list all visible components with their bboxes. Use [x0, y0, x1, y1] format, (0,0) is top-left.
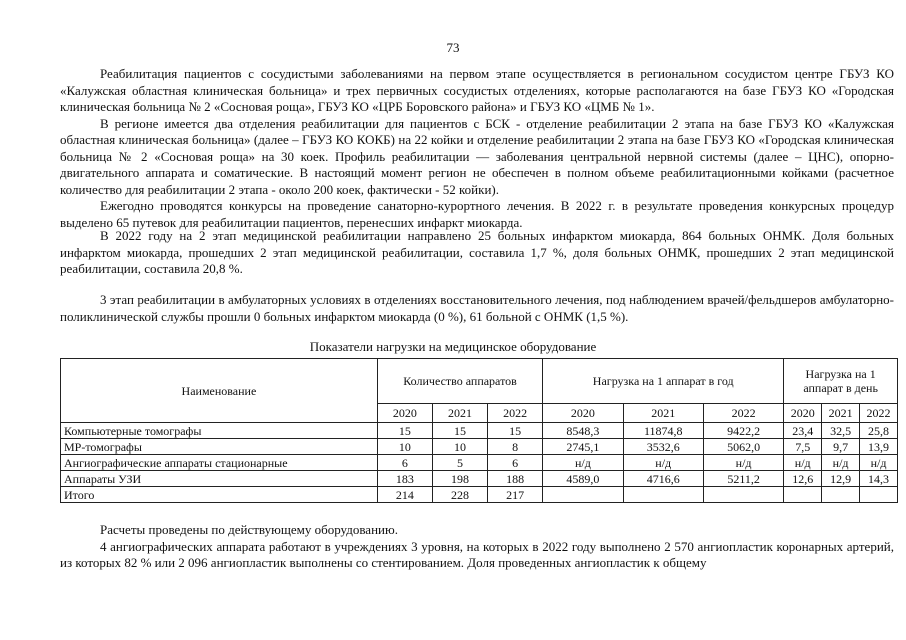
cell-day-load-2022: 14,3: [860, 471, 898, 487]
paragraph-stage2-rehab: В 2022 году на 2 этап медицинской реабилитации направлено 25 больных инфарктом миокарда, 864 больных ОНМК. Доля больных инфарктом миокарда, прошедших 2 этап медицинской реабилитации, составила 1,7 %, доля больных ОНМК, прошедших 2 этап медицинской реабилитации, составила 20,8 %.: [60, 228, 894, 276]
header-day-load-group: Нагрузка на 1 аппарат в день: [784, 359, 898, 404]
header-count-group: Количество аппаратов: [377, 359, 542, 404]
cell-count-2020: 6: [377, 455, 432, 471]
cell-year-load-2021: 11874,8: [623, 423, 703, 439]
cell-day-load-2020: 12,6: [784, 471, 822, 487]
cell-year-load-2022: 9422,2: [703, 423, 783, 439]
paragraph-angiography: 4 ангиографических аппарата работают в учреждениях 3 уровня, на которых в 2022 году выполнено 2 570 ангиопластик коронарных артерий, из которых 82 % или 2 096 ангиопластик выполнены со стентированием. Доля проведенных ангиопластик к общему: [60, 538, 894, 570]
header-year: 2021: [623, 404, 703, 423]
cell-year-load-2021: н/д: [623, 455, 703, 471]
paragraph-calculations-note: Расчеты проведены по действующему оборудованию.: [100, 522, 398, 537]
cell-count-2022: 8: [488, 439, 543, 455]
header-year: 2020: [377, 404, 432, 423]
header-year: 2022: [860, 404, 898, 423]
cell-day-load-2020: 7,5: [784, 439, 822, 455]
cell-year-load-2021: [623, 487, 703, 503]
table-row: [61, 439, 898, 455]
header-year: 2020: [543, 404, 623, 423]
cell-count-2022: 6: [488, 455, 543, 471]
cell-year-load-2022: [703, 487, 783, 503]
cell-year-load-2022: 5211,2: [703, 471, 783, 487]
row-name: МР-томографы: [61, 439, 378, 455]
header-year: 2022: [703, 404, 783, 423]
cell-count-2020: 214: [377, 487, 432, 503]
cell-year-load-2020: [543, 487, 623, 503]
cell-year-load-2020: 2745,1: [543, 439, 623, 455]
header-year: 2022: [488, 404, 543, 423]
cell-day-load-2021: 9,7: [822, 439, 860, 455]
cell-count-2021: 10: [432, 439, 487, 455]
cell-count-2020: 10: [377, 439, 432, 455]
cell-count-2022: 15: [488, 423, 543, 439]
table-row: [61, 455, 898, 471]
table-header-row: [61, 359, 898, 404]
cell-day-load-2020: 23,4: [784, 423, 822, 439]
page-number: 73: [446, 40, 460, 55]
cell-count-2020: 15: [377, 423, 432, 439]
cell-day-load-2022: [860, 487, 898, 503]
cell-day-load-2020: [784, 487, 822, 503]
cell-count-2021: 198: [432, 471, 487, 487]
stage3-text-block: [60, 292, 894, 325]
row-name: Ангиографические аппараты стационарные: [61, 455, 378, 471]
cell-year-load-2022: 5062,0: [703, 439, 783, 455]
paragraph-rehab-departments: В регионе имеется два отделения реабилитации для пациентов с БСК - отделение реабилитации 2 этапа на базе ГБУЗ КО «Калужская областная клиническая больница» (далее – ГБУЗ КО КОКБ) на 22 койки и отделение реабилитации 2 этапа на базе ГБУЗ КО «Городская клиническая больница № 2 «Сосновая роща» на 30 коек. Профиль реабилитации — заболевания центральной нервной системы (далее – ЦНС), опорно-двигательного аппарата и соматические. В настоящий момент регион не обеспечен в полном объеме реабилитационными койками (расчетное количество для реабилитации 2 этапа - около 200 коек, фактически - 52 койки).: [60, 115, 894, 197]
cell-day-load-2021: 32,5: [822, 423, 860, 439]
cell-day-load-2021: н/д: [822, 455, 860, 471]
equipment-load-table: [60, 358, 898, 503]
header-year: 2021: [432, 404, 487, 423]
cell-day-load-2021: [822, 487, 860, 503]
header-year: 2020: [784, 404, 822, 423]
cell-day-load-2020: н/д: [784, 455, 822, 471]
cell-count-2022: 188: [488, 471, 543, 487]
cell-day-load-2022: 25,8: [860, 423, 898, 439]
cell-count-2022: 217: [488, 487, 543, 503]
paragraph-sanatorium-contests: Ежегодно проводятся конкурсы на проведение санаторно-курортного лечения. В 2022 г. в результате проведения конкурсных процедур выделено 65 путевок для реабилитации пациентов, перенесших инфаркт миокарда.: [60, 198, 894, 230]
intro-text-block: [60, 66, 894, 231]
header-name: Наименование: [61, 359, 378, 423]
row-name: Компьютерные томографы: [61, 423, 378, 439]
cell-year-load-2020: 4589,0: [543, 471, 623, 487]
table-title: Показатели нагрузки на медицинское оборудование: [309, 339, 597, 354]
table-row: [61, 471, 898, 487]
paragraph-stage3-rehab: 3 этап реабилитации в амбулаторных условиях в отделениях восстановительного лечения, под наблюдением врачей/фельдшеров амбулаторно-поликлинической службы прошли 0 больных инфарктом миокарда (0 %), 61 больной с ОНМК (1,5 %).: [60, 292, 894, 324]
cell-count-2021: 15: [432, 423, 487, 439]
cell-day-load-2022: н/д: [860, 455, 898, 471]
row-name: Итого: [61, 487, 378, 503]
cell-count-2021: 228: [432, 487, 487, 503]
cell-year-load-2022: н/д: [703, 455, 783, 471]
cell-year-load-2020: 8548,3: [543, 423, 623, 439]
cell-count-2021: 5: [432, 455, 487, 471]
header-year-load-group: Нагрузка на 1 аппарат в год: [543, 359, 784, 404]
table-row: [61, 423, 898, 439]
cell-day-load-2021: 12,9: [822, 471, 860, 487]
cell-year-load-2020: н/д: [543, 455, 623, 471]
cell-year-load-2021: 3532,6: [623, 439, 703, 455]
row-name: Аппараты УЗИ: [61, 471, 378, 487]
cell-count-2020: 183: [377, 471, 432, 487]
paragraph-first-stage-rehab: Реабилитация пациентов с сосудистыми заболеваниями на первом этапе осуществляется в региональном сосудистом центре ГБУЗ КО «Калужская областная клиническая больница» и трех первичных сосудистых отделениях, которые располагаются на базе ГБУЗ КО «Городская клиническая больница № 2 «Сосновая роща», ГБУЗ КО «ЦРБ Боровского района» и ГБУЗ КО «ЦМБ № 1».: [60, 66, 894, 114]
cell-year-load-2021: 4716,6: [623, 471, 703, 487]
cell-day-load-2022: 13,9: [860, 439, 898, 455]
stage2-text-block: [60, 228, 894, 278]
closing-text-block: [60, 522, 894, 572]
table-total-row: [61, 487, 898, 503]
header-year: 2021: [822, 404, 860, 423]
